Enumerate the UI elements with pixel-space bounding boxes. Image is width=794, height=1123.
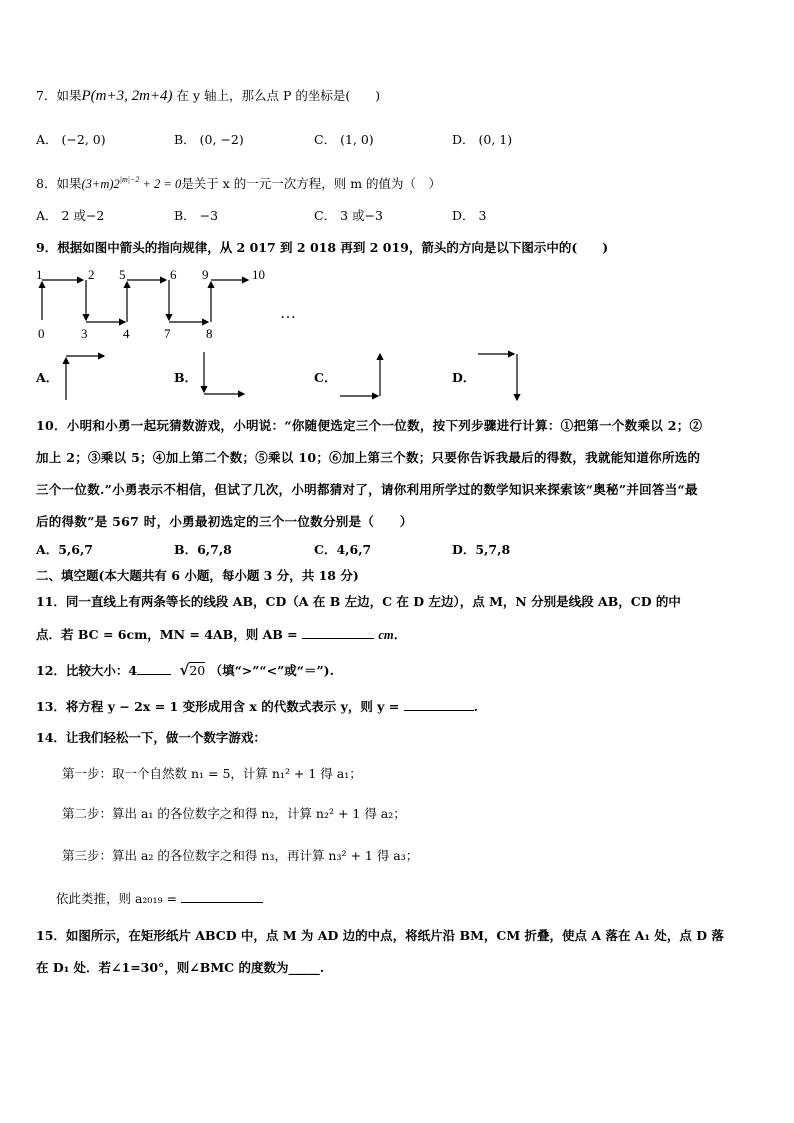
q11-line-1: 11．同一直线上有两条等长的线段 AB，CD（A 在 B 左边，C 在 D 左边），点 M，N 分别是线段 AB，CD 的中 [36, 594, 681, 609]
fig-num-0: 0 [38, 326, 45, 341]
q12-stem: 12．比较大小：4 √20 （填“>”“<”或“＝”). [36, 661, 334, 679]
q9-option-c-label[interactable]: C． [314, 370, 337, 385]
q9-option-d-figure[interactable] [474, 346, 526, 406]
q14-step-2: 第二步：算出 a₁ 的各位数字之和得 n₂，计算 n₂² + 1 得 a₂； [62, 806, 406, 821]
q7-text-pre: 如果 [56, 88, 82, 103]
fig-num-1: 1 [36, 267, 43, 282]
fig-num-5: 5 [119, 267, 126, 282]
fig-num-2: 2 [88, 267, 95, 282]
q7-stem [36, 88, 380, 104]
fig-num-10: 10 [252, 267, 265, 282]
q9-option-a-figure[interactable] [60, 346, 112, 402]
q14-step-3: 第三步：算出 a₂ 的各位数字之和得 n₃，再计算 n₃² + 1 得 a₃； [62, 848, 419, 863]
q13-answer-blank[interactable] [404, 698, 474, 711]
fig-num-6: 6 [170, 267, 177, 282]
q8-option-b[interactable]: B． −3 [174, 208, 219, 223]
q8-expression-exponent: |m|−2 [119, 175, 140, 184]
q9-option-b-label[interactable]: B． [174, 370, 198, 385]
q15-line-1: 15．如图所示，在矩形纸片 ABCD 中，点 M 为 AD 边的中点，将纸片沿 BM，CM 折叠，使点 A 落在 A₁ 处，点 D 落 [36, 928, 724, 943]
fig-num-4: 4 [123, 326, 130, 341]
fig-num-3: 3 [81, 326, 88, 341]
q9-arrow-pattern-figure [30, 262, 320, 344]
q14-answer-blank[interactable] [181, 890, 263, 903]
q7-number: 7． [36, 88, 57, 103]
q8-option-c[interactable]: C． 3 或−3 [314, 208, 383, 223]
q7-option-a[interactable]: A． (−2, 0) [36, 132, 106, 147]
q7-option-d[interactable]: D． (0, 1) [452, 132, 513, 147]
q7-expression: P(m+3, 2m+4) [81, 88, 173, 104]
q8-stem: 8．如果$(3+m)2^{|m|-2} + 2 = 0$是关于 x 的一元一次方程，则 m 的值为（ ） [36, 175, 442, 191]
q10-option-c[interactable]: C．4,6,7 [314, 542, 372, 557]
q7-option-b[interactable]: B． (0, −2) [174, 132, 244, 147]
q9-stem: 9．根据如图中箭头的指向规律，从 2 017 到 2 018 再到 2 019，箭头的方向是以下图示中的( ) [36, 240, 609, 255]
q8-expression-base: (3+m)2 [81, 177, 120, 191]
q10-option-b[interactable]: B．6,7,8 [174, 542, 232, 557]
q14-conclusion: 依此类推，则 a₂₀₁₉ = [56, 890, 263, 907]
q14-intro: 14．让我们轻松一下，做一个数字游戏： [36, 730, 266, 745]
q15-line-2: 在 D₁ 处．若∠1=30°，则∠BMC 的度数为_____. [36, 960, 325, 975]
q12-answer-blank[interactable] [137, 662, 171, 675]
q9-option-a-label[interactable]: A． [36, 370, 59, 385]
fig-num-7: 7 [164, 326, 171, 341]
q7-text-post: 在 y 轴上，那么点 P 的坐标是( ) [172, 88, 381, 103]
q11-answer-blank[interactable] [302, 626, 374, 639]
q8-option-d[interactable]: D． 3 [452, 208, 487, 223]
q8-number: 8． [36, 176, 57, 191]
q9-option-c-figure[interactable] [336, 348, 388, 404]
q10-option-a[interactable]: A．5,6,7 [36, 542, 93, 557]
section-2-heading: 二、填空题(本大题共有 6 小题，每小题 3 分，共 18 分) [36, 568, 359, 583]
q13-stem: 13．将方程 y − 2x = 1 变形成用含 x 的代数式表示 y，则 y = . [36, 699, 478, 714]
q8-option-a[interactable]: A． 2 或−2 [36, 208, 105, 223]
q10-option-d[interactable]: D．5,7,8 [452, 542, 511, 557]
fig-num-9: 9 [202, 267, 209, 282]
q12-sqrt: √20 [179, 661, 206, 679]
q9-option-b-figure[interactable] [198, 350, 250, 406]
q14-step-1: 第一步：取一个自然数 n₁ = 5，计算 n₁² + 1 得 a₁； [62, 766, 362, 781]
q9-option-d-label[interactable]: D． [452, 370, 476, 385]
q8-expression-tail: + 2 = 0 [139, 177, 182, 191]
q11-line-2: 点．若 BC = 6cm，MN = 4AB，则 AB = cm． [36, 627, 407, 642]
fig-num-8: 8 [206, 326, 213, 341]
q10-stem: 10．小明和小勇一起玩猜数游戏，小明说：“你随便选定三个一位数，按下列步骤进行计算：①把第一个数乘以 2；② 加上 2；③乘以 5；④加上第二个数；⑤乘以 10；⑥加上第三个数；只要你告诉我最后的得数，我就能知道你所选的 三个一位数.”小勇表示不相信，但试了几次，小明都猜对了，请你利用所学过的数学知识来探索该“奥秘”并回答当“最 后的得数”是 567 时，小勇最初选定的三个一位数分别是（ ） [36, 418, 703, 529]
q7-option-c[interactable]: C． (1, 0) [314, 132, 374, 147]
fig-ellipsis: … [280, 305, 296, 322]
